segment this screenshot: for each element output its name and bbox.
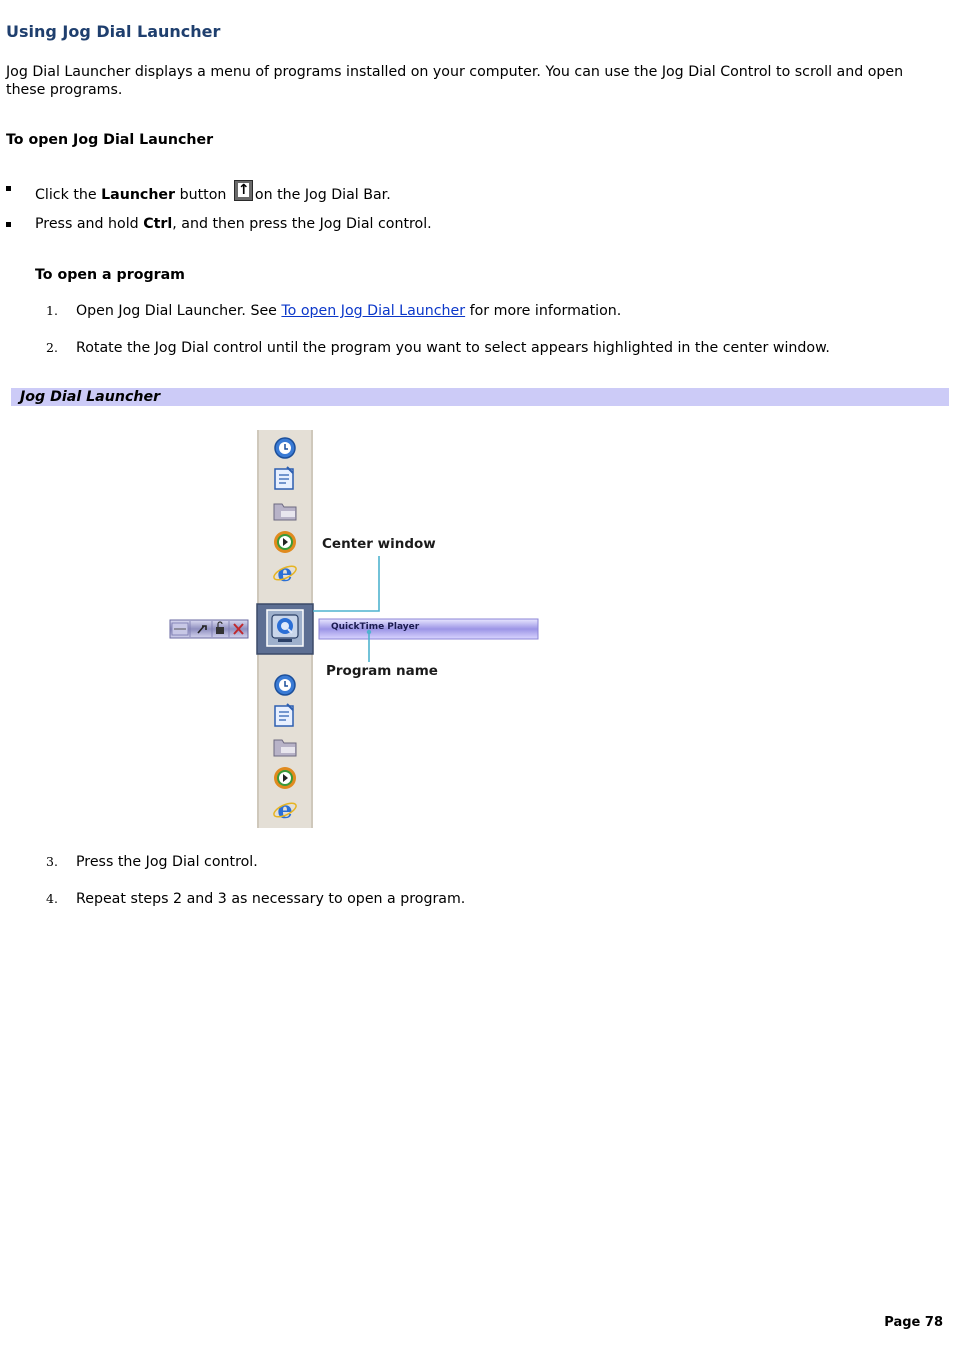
- page-number: Page 78: [884, 1315, 943, 1330]
- intro-paragraph: Jog Dial Launcher displays a menu of programs installed on your computer. You can use the Jog Dial Control to scroll and open these programs.: [6, 64, 904, 98]
- program-name-bar-text: QuickTime Player: [331, 622, 420, 632]
- step-text-pre: Open Jog Dial Launcher. See: [76, 303, 282, 319]
- program-name-label: Program name: [326, 663, 438, 679]
- document-icon: [275, 467, 293, 489]
- lock-icon: [216, 627, 224, 634]
- bullet-bold-launcher: Launcher: [101, 187, 176, 203]
- bullet-text: [35, 216, 432, 232]
- step-text-post: for more information.: [465, 303, 622, 319]
- step-text: [76, 303, 836, 321]
- center-window-callout-line: [313, 556, 379, 611]
- jog-dial-bar: [170, 620, 248, 638]
- bullet-text-pre: Click the: [35, 187, 102, 203]
- svg-text:e: e: [277, 558, 293, 587]
- step-number: 1.: [46, 303, 58, 318]
- figure-illustration: [0, 420, 954, 840]
- step-text: Repeat steps 2 and 3 as necessary to open a program.: [76, 891, 466, 907]
- bullet-text-post: , and then press the Jog Dial control.: [172, 216, 432, 232]
- bullet-text: [35, 180, 391, 203]
- bullet-marker: [6, 222, 11, 227]
- jog-dial-launcher-figure: [0, 420, 954, 840]
- bullet-text-post: on the Jog Dial Bar.: [254, 187, 391, 203]
- media-player-icon: [274, 531, 296, 553]
- step-number: 4.: [46, 891, 58, 906]
- clock-icon: [275, 675, 295, 695]
- heading-open-launcher: To open Jog Dial Launcher: [6, 132, 214, 148]
- media-player-icon: [274, 767, 296, 789]
- open-launcher-link[interactable]: To open Jog Dial Launcher: [281, 303, 466, 319]
- heading-open-program: To open a program: [35, 267, 185, 283]
- center-window: [257, 604, 313, 654]
- center-window-label: Center window: [322, 536, 436, 552]
- bullet-text-pre: Press and hold: [35, 216, 144, 232]
- bullet-text-mid: button: [175, 187, 231, 203]
- launcher-icon: [234, 180, 253, 201]
- figure-caption: Jog Dial Launcher: [11, 388, 949, 406]
- step-text: Press the Jog Dial control.: [76, 854, 258, 870]
- clock-icon: [275, 438, 295, 458]
- bullet-bold-ctrl: Ctrl: [143, 216, 173, 232]
- svg-text:e: e: [277, 795, 293, 824]
- bullet-marker: [6, 186, 11, 191]
- quicktime-icon: [272, 615, 298, 642]
- step-text: Rotate the Jog Dial control until the program you want to select appears highlighted in the center window.: [76, 340, 830, 356]
- page-title: Using Jog Dial Launcher: [6, 22, 221, 41]
- step-number: 2.: [46, 340, 58, 355]
- step-number: 3.: [46, 854, 58, 869]
- document-icon: [275, 704, 293, 726]
